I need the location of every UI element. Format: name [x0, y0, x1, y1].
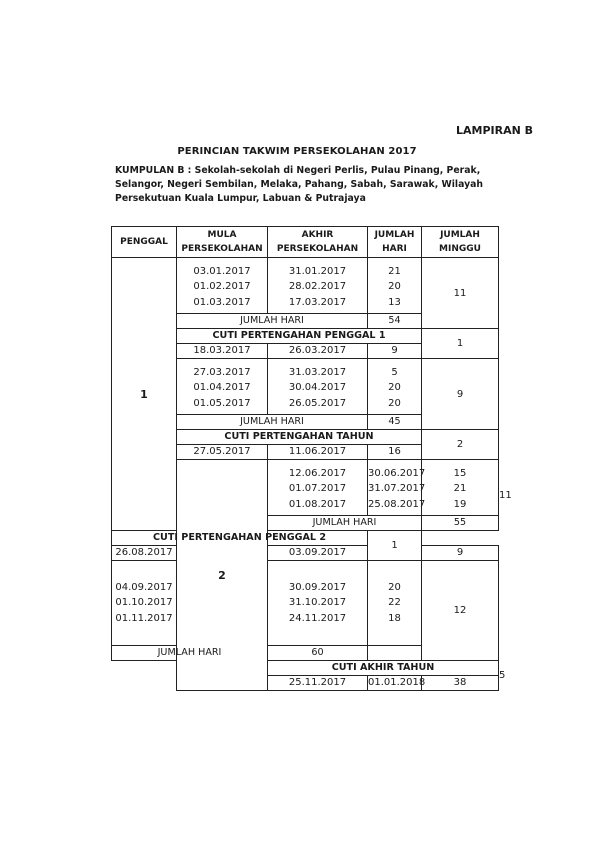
- hari-cell: [368, 359, 422, 415]
- date-mula: 01.10.2017: [115, 597, 173, 609]
- date-akhir: 26.03.2017: [268, 344, 368, 359]
- mula-cell: [177, 359, 268, 415]
- date-mula: 01.04.2017: [193, 382, 251, 394]
- mula-cell: [268, 460, 368, 516]
- day-count: 20: [388, 397, 401, 409]
- day-count: 20: [388, 581, 401, 593]
- day-count: 38: [422, 676, 499, 691]
- day-count: 16: [368, 445, 422, 460]
- day-count: 5: [391, 366, 398, 378]
- day-count: 20: [388, 281, 401, 293]
- header-jh-line2: HARI: [382, 244, 407, 254]
- group-description: [115, 164, 515, 206]
- date-mula: 27.05.2017: [177, 445, 268, 460]
- date-akhir: 31.10.2017: [288, 597, 347, 609]
- date-akhir: 30.06.2017: [368, 467, 426, 479]
- group-line: Selangor, Negeri Sembilan, Melaka, Pahang, Sabah, Sarawak, Wilayah: [115, 179, 484, 190]
- date-mula: 27.03.2017: [193, 366, 251, 378]
- session-row: [112, 258, 499, 314]
- date-akhir: 31.03.2017: [288, 366, 347, 378]
- date-mula: 12.06.2017: [288, 467, 347, 479]
- total-value: 60: [268, 646, 368, 661]
- hari-cell: [368, 561, 422, 646]
- school-calendar-table: [111, 226, 512, 691]
- date-akhir: 25.08.2017: [368, 498, 426, 510]
- header-mula: [177, 227, 268, 258]
- table-header-row: [112, 227, 499, 258]
- date-akhir: 31.01.2017: [288, 265, 347, 277]
- week-count: 12: [422, 561, 499, 661]
- date-mula: 01.07.2017: [288, 483, 347, 495]
- day-count: 18: [388, 612, 401, 624]
- group-line: Persekutuan Kuala Lumpur, Labuan & Putrajaya: [115, 193, 366, 204]
- date-mula: 26.08.2017: [112, 546, 177, 561]
- day-count: 20: [388, 382, 401, 394]
- day-count: 19: [453, 498, 467, 510]
- hari-cell: [368, 258, 422, 314]
- break-title-row: CUTI AKHIR TAHUN 5: [112, 661, 499, 676]
- header-jh-line1: JUMLAH: [374, 230, 415, 240]
- date-mula: 01.03.2017: [193, 296, 251, 308]
- day-count: 9: [422, 546, 499, 561]
- appendix-label: LAMPIRAN B: [456, 124, 534, 137]
- break-title: CUTI AKHIR TAHUN: [268, 661, 499, 676]
- week-count: 9: [422, 359, 499, 430]
- week-count: 1: [422, 329, 499, 359]
- date-mula: 01.02.2017: [193, 281, 251, 293]
- break-row: [112, 546, 499, 561]
- week-count: 1: [368, 531, 422, 561]
- day-count: 15: [453, 467, 467, 479]
- date-mula: 18.03.2017: [177, 344, 268, 359]
- date-akhir: 17.03.2017: [288, 296, 347, 308]
- total-label: JUMLAH HARI: [268, 516, 422, 531]
- header-akhir-line1: AKHIR: [301, 230, 334, 240]
- break-title: CUTI PERTENGAHAN PENGGAL 1: [177, 329, 422, 344]
- akhir-cell: [268, 561, 368, 646]
- day-count: 22: [388, 597, 401, 609]
- total-label: JUMLAH HARI: [177, 314, 368, 329]
- header-penggal: PENGGAL: [112, 227, 177, 258]
- header-jumlah-minggu: [422, 227, 499, 258]
- date-mula: 01.05.2017: [193, 397, 251, 409]
- date-mula: 25.11.2017: [268, 676, 368, 691]
- day-count: 9: [368, 344, 422, 359]
- date-akhir: 24.11.2017: [288, 612, 347, 624]
- session-row: [112, 561, 499, 646]
- header-mula-line2: PERSEKOLAHAN: [181, 244, 263, 254]
- day-count: 21: [453, 483, 467, 495]
- document-title: PERINCIAN TAKWIM PERSEKOLAHAN 2017: [177, 146, 417, 157]
- date-akhir: 30.09.2017: [288, 581, 347, 593]
- penggal-number: 1: [112, 258, 177, 531]
- date-akhir: 31.07.2017: [368, 483, 426, 495]
- mula-cell: [112, 561, 177, 646]
- date-akhir: 03.09.2017: [268, 546, 368, 561]
- group-line: KUMPULAN B : Sekolah-sekolah di Negeri Perlis, Pulau Pinang, Perak,: [115, 165, 481, 176]
- date-akhir: 01.01.2018: [368, 676, 422, 691]
- date-mula: 03.01.2017: [193, 265, 251, 277]
- akhir-cell: [368, 460, 426, 516]
- day-count: 13: [388, 296, 401, 308]
- header-jm-line1: JUMLAH: [440, 230, 480, 240]
- date-akhir: 26.05.2017: [288, 397, 347, 409]
- header-akhir: [268, 227, 368, 258]
- break-title: CUTI PERTENGAHAN TAHUN: [177, 430, 422, 445]
- week-count: 2: [422, 430, 499, 460]
- break-title: CUTI PERTENGAHAN PENGGAL 2: [112, 531, 368, 546]
- header-jumlah-hari: [368, 227, 422, 258]
- week-count: 11: [422, 258, 499, 329]
- total-label: JUMLAH HARI: [112, 646, 268, 661]
- date-mula: 04.09.2017: [115, 581, 173, 593]
- date-akhir: 30.04.2017: [288, 382, 347, 394]
- session-row: 2 12.06.2017 01.07.2017 01.08.2017 30.06.2017 31.07.2017 25.08.2017 15 21 19 11: [112, 460, 499, 516]
- date-mula: 01.08.2017: [288, 498, 347, 510]
- break-title-row: [112, 531, 499, 546]
- day-count: 21: [388, 265, 401, 277]
- header-mula-line1: MULA: [207, 230, 237, 240]
- header-akhir-line2: PERSEKOLAHAN: [276, 244, 359, 254]
- penggal-number: 2: [177, 460, 268, 691]
- total-value: 45: [368, 415, 422, 430]
- akhir-cell: [268, 359, 368, 415]
- date-mula: 01.11.2017: [115, 612, 173, 624]
- total-value: 54: [368, 314, 422, 329]
- date-akhir: 28.02.2017: [288, 281, 347, 293]
- akhir-cell: [268, 258, 368, 314]
- blank-cell: [112, 661, 177, 691]
- total-value: 55: [422, 516, 499, 531]
- hari-cell: [422, 460, 499, 516]
- total-label: JUMLAH HARI: [177, 415, 368, 430]
- header-jm-line2: MINGGU: [439, 244, 481, 254]
- mula-cell: [177, 258, 268, 314]
- date-akhir: 11.06.2017: [268, 445, 368, 460]
